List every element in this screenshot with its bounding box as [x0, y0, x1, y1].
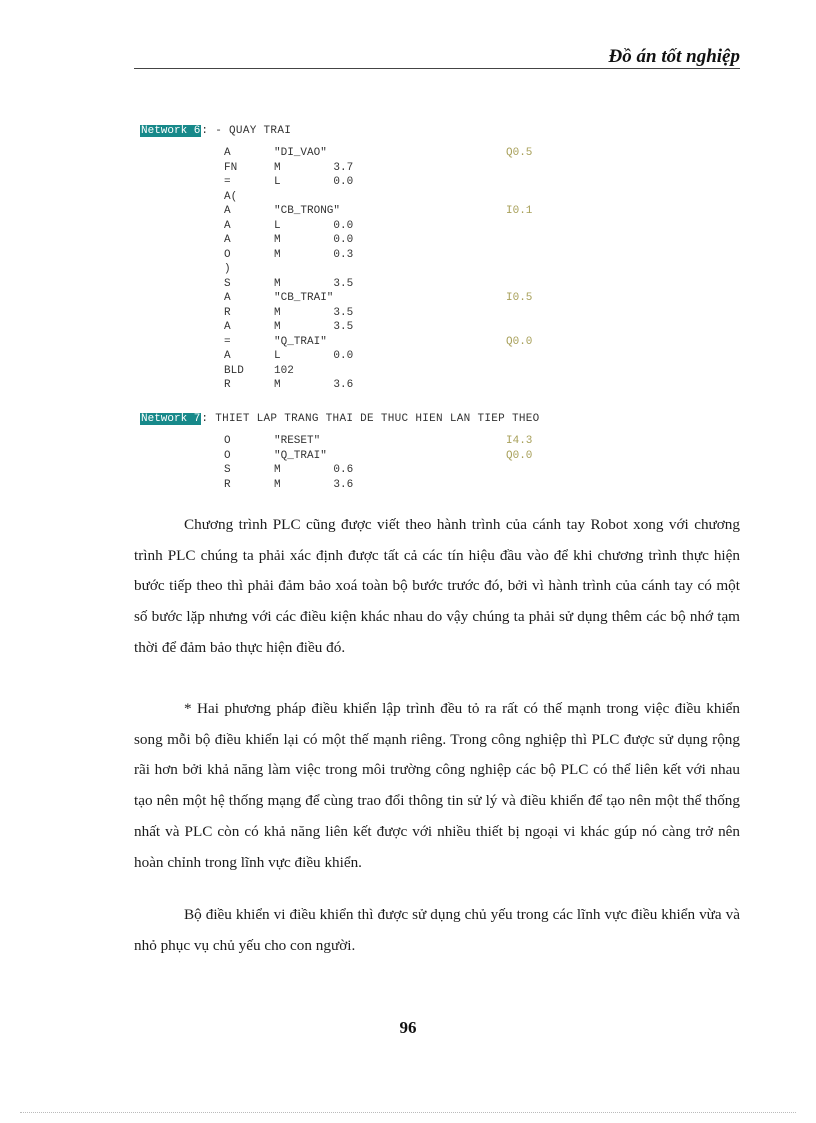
instruction: R [224, 306, 231, 319]
instruction: FN [224, 161, 238, 174]
code-line [140, 378, 740, 392]
code-line [140, 463, 740, 477]
instruction: O [224, 435, 231, 447]
instruction: A [224, 234, 231, 246]
network-6-label: Network 6 [141, 125, 201, 137]
operand: M 3.7 [274, 161, 354, 174]
code-line [140, 190, 740, 204]
code-line [140, 478, 740, 492]
network-7-desc: : THIET LAP TRANG THAI DE THUC HIEN LAN TIEP THEO [201, 413, 540, 425]
code-listing [140, 124, 740, 504]
page-number: 96 [399, 1018, 417, 1037]
code-line [140, 146, 740, 160]
instruction: = [224, 335, 231, 348]
operand: L 0.0 [274, 176, 354, 188]
operand: "Q_TRAI" [274, 335, 327, 348]
operand: L 0.0 [274, 350, 354, 362]
operand: "CB_TRONG" [274, 205, 341, 217]
code-line [140, 320, 740, 334]
code-line [140, 204, 740, 218]
operand: "RESET" [274, 435, 321, 447]
operand: M 3.6 [274, 379, 354, 391]
address: Q0.0 [506, 449, 533, 462]
instruction: O [224, 449, 231, 462]
code-line [140, 233, 740, 247]
operand: M 0.3 [274, 248, 354, 261]
body-paragraph-3: Bộ điều khiển vi điều khiển thì được sử dụng chủ yếu trong các lĩnh vực điều khiển vừa và nhỏ phục vụ chủ yếu cho con người. [134, 906, 740, 954]
code-line [140, 161, 740, 175]
code-line [140, 291, 740, 305]
code-line [140, 219, 740, 233]
instruction: R [224, 379, 231, 391]
code-line [140, 248, 740, 262]
address: Q0.0 [506, 335, 533, 348]
code-line [140, 364, 740, 378]
network-7-label: Network 7 [141, 413, 201, 425]
header-rule [134, 68, 740, 69]
body-paragraph-1: Chương trình PLC cũng được viết theo hành trình của cánh tay Robot xong với chương trình PLC chúng ta phải xác định được tất cả các tín hiệu đầu vào để khi chương trình thực hiện bước tiếp theo thì phải đảm bảo xoá toàn bộ bước trước đó, bởi vì hành trình của cánh tay có một số bước lặp nhưng với các điều kiện khác nhau do vậy chúng ta phải sử dụng thêm các bộ nhớ tạm thời để đảm bảo thực hiện điều đó. [134, 516, 740, 656]
operand: "Q_TRAI" [274, 449, 327, 462]
instruction: A [224, 350, 231, 362]
network-7-title [140, 412, 540, 426]
code-line [140, 175, 740, 189]
operand: M 0.6 [274, 464, 354, 476]
instruction: BLD [224, 364, 244, 377]
document-title: Đồ án tốt nghiệp [608, 46, 740, 67]
operand: M 3.6 [274, 478, 354, 491]
instruction: A [224, 321, 231, 333]
code-line [140, 335, 740, 349]
operand: M 0.0 [274, 234, 354, 246]
address: I4.3 [506, 435, 533, 447]
bottom-rule [20, 1112, 796, 1113]
instruction: A [224, 292, 231, 304]
operand: M 3.5 [274, 277, 354, 290]
address: I0.1 [506, 205, 533, 217]
address: Q0.5 [506, 147, 533, 159]
instruction: S [224, 277, 231, 290]
network-6-desc: : - QUAY TRAI [201, 125, 292, 137]
address: I0.5 [506, 292, 533, 304]
operand: 102 [274, 364, 294, 377]
instruction: A [224, 147, 231, 159]
code-line [140, 277, 740, 291]
code-line [140, 434, 740, 448]
code-line [140, 449, 740, 463]
instruction: = [224, 176, 231, 188]
code-line [140, 262, 740, 276]
body-paragraph-2: * Hai phương pháp điều khiển lập trình đều tỏ ra rất có thế mạnh trong việc điều khiển song mỗi bộ điều khiển lại có một thế mạnh riêng. Trong công nghiệp thì PLC được sử dụng rộng rãi hơn bởi khả năng làm việc trong môi trường công nghiệp các bộ PLC có thể liên kết với nhau tạo nên một hệ thống mạng để cùng trao đổi thông tin sử lý và điều khiển để tạo nên một thể thống nhất và PLC còn có khả năng liên kết được với nhiều thiết bị ngoại vi khác gúp nó càng trở nên hoàn chỉnh trong lĩnh vực điều khiển. [134, 700, 740, 871]
operand: M 3.5 [274, 306, 354, 319]
code-line [140, 306, 740, 320]
instruction: ) [224, 263, 231, 275]
instruction: A( [224, 190, 238, 203]
operand: "DI_VAO" [274, 147, 327, 159]
code-line [140, 349, 740, 363]
instruction: A [224, 205, 231, 217]
operand: L 0.0 [274, 219, 354, 232]
instruction: R [224, 478, 231, 491]
operand: M 3.5 [274, 321, 354, 333]
instruction: A [224, 219, 231, 232]
instruction: S [224, 464, 231, 476]
instruction: O [224, 248, 231, 261]
operand: "CB_TRAI" [274, 292, 334, 304]
network-6-title [140, 124, 291, 138]
